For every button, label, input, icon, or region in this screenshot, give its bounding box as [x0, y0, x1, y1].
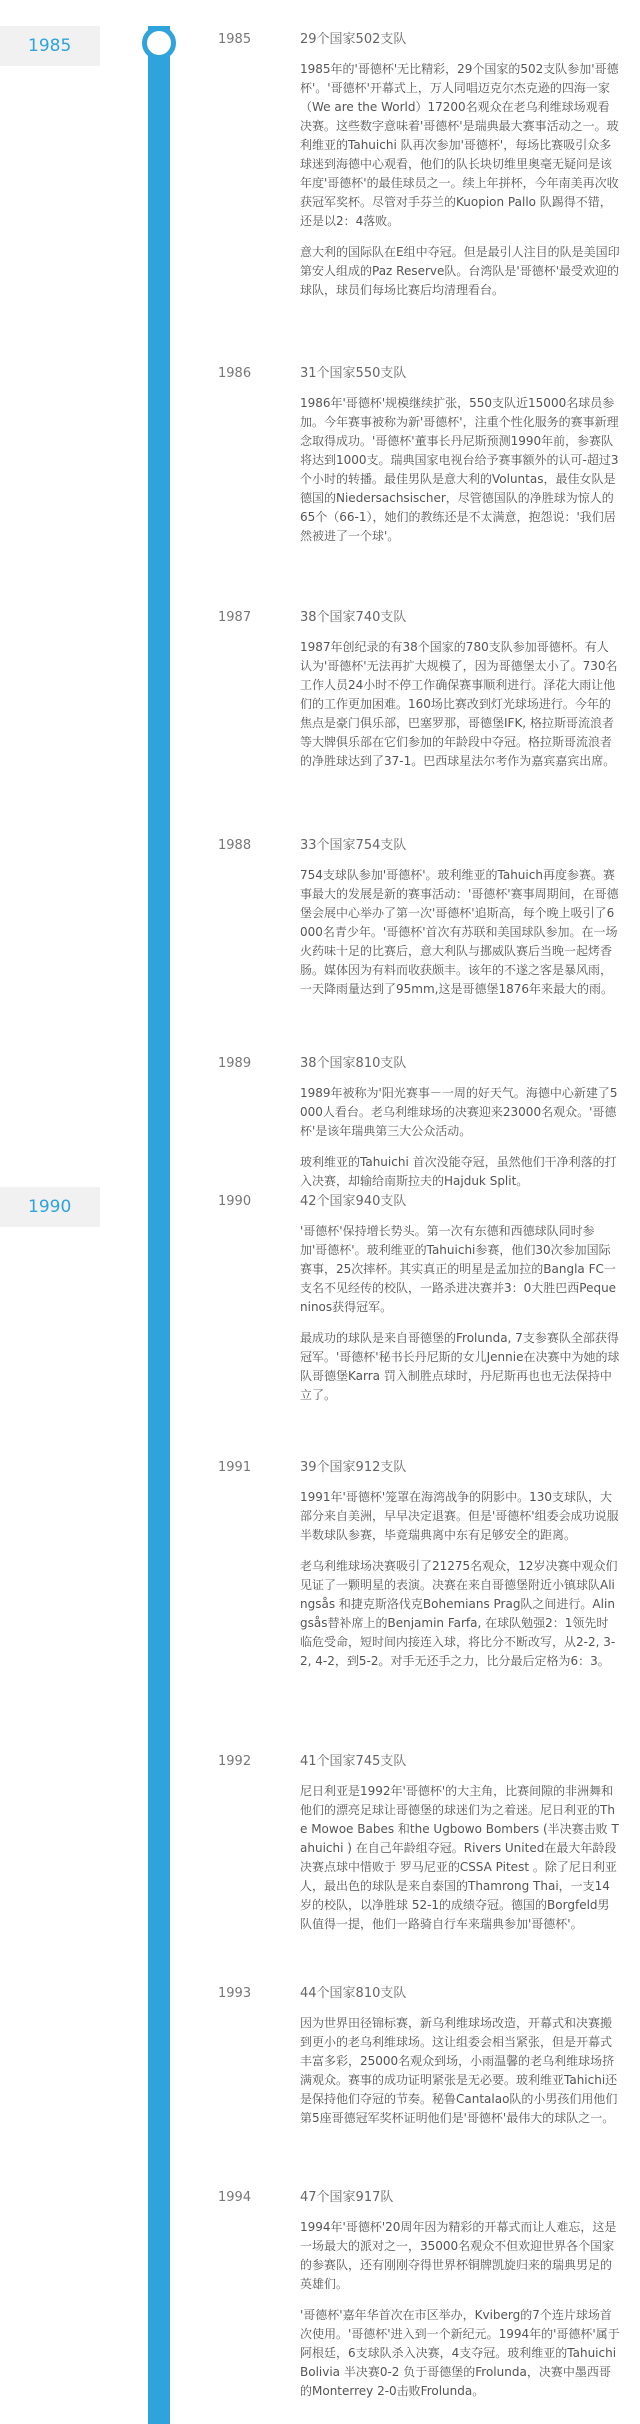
entry-paragraph: 1986年'哥德杯'规模继续扩张，550支队近15000名球员参加。今年赛事被称为新'哥德杯'，注重个性化服务的赛事新理念取得成功。'哥德杯'董事长丹尼斯预测1990年前，参赛队将达到1000支。瑞典国家电视台给予赛事额外的认可-超过3个小时的转播。最佳男队是意大利的Voluntas，最佳女队是德国的Niedersachsischer，尽管德国队的净胜球为惊人的65个（66-1），她们的教练还是不太满意，抱怨说：'我们居然被进了一个球'。	[300, 396, 619, 543]
entry-paragraph: 玻利维亚的Tahuichi 首次没能夺冠，虽然他们干净利落的打入决赛，却输给南斯拉夫的Hajduk Split。	[300, 1155, 617, 1188]
entry-year: 1985	[218, 32, 252, 47]
entry-body	[300, 836, 620, 1011]
entry-year: 1994	[218, 2190, 252, 2205]
entry-title: 38个国家740支队	[300, 610, 407, 625]
entry-body	[300, 608, 620, 783]
decade-tag-1990[interactable]: 1990	[0, 1187, 100, 1227]
entry-title: 31个国家550支队	[300, 366, 407, 381]
entry-body	[300, 1984, 620, 2140]
entry-paragraph: 1994年'哥德杯'20周年因为精彩的开幕式而让人难忘，这是一场最大的派对之一，35000名观众不但欢迎世界各个国家的参赛队，还有刚刚夺得世界杯铜牌凯旋归来的瑞典男足的英雄们。	[300, 2220, 617, 2291]
entry-paragraph: '哥德杯'嘉年华首次在市区举办，Kviberg的7个连片球场首次使用。'哥德杯'进入到一个新纪元。1994年的'哥德杯'属于阿根廷，6支球队杀入决赛，4支夺冠。玻利维亚的Tahuichi Bolivia 半决赛0-2 负于哥德堡的Frolunda，决赛中墨西哥的Monterrey 2-0击败Frolunda。	[300, 2308, 620, 2398]
entry-body	[300, 1458, 620, 1683]
entry-title: 29个国家502支队	[300, 32, 407, 47]
entry-title: 38个国家810支队	[300, 1056, 407, 1071]
entry-paragraph: 1991年'哥德杯'笼罩在海湾战争的阴影中。130支球队，大部分来自美洲，早早决定退赛。但是'哥德杯'组委会成功说服半数球队参赛，毕竟瑞典离中东有足够安全的距离。	[300, 1490, 619, 1542]
timeline-top-circle	[142, 26, 176, 60]
entry-title: 39个国家912支队	[300, 1460, 407, 1475]
entry-body	[300, 30, 620, 312]
entry-paragraph: 最成功的球队是来自哥德堡的Frolunda, 7支参赛队全部获得冠军。'哥德杯'秘书长丹尼斯的女儿Jennie在决赛中为她的球队哥德堡Karra 罚入制胜点球时，丹尼斯再也也无法保持中立了。	[300, 1331, 620, 1402]
entry-year: 1989	[218, 1056, 252, 1071]
timeline-line	[148, 26, 170, 2424]
entry-body	[300, 1192, 620, 1417]
entry-paragraph: 1985年的'哥德杯'无比精彩，29个国家的502支队参加'哥德杯'。'哥德杯'开幕式上，万人同唱迈克尔杰克逊的四海一家（We are the World）17200名观众在老乌利维球场观看决赛。这些数字意味着'哥德杯'是瑞典最大赛事活动之一。玻利维亚的Tahuichi 队再次参加'哥德杯'，每场比赛吸引众多球迷到海德中心观看，他们的队长块切维里奥毫无疑问是该年度'哥德杯'的最佳球员之一。续上年拼杯，今年南美再次收获冠军奖杯。尽管对手芬兰的Kuopion Pallo 队踢得不错，还是以2：4落败。	[300, 62, 619, 228]
entry-year: 1987	[218, 610, 252, 625]
decade-tag-1985[interactable]: 1985	[0, 26, 100, 66]
entry-year: 1986	[218, 366, 252, 381]
entry-year: 1993	[218, 1986, 252, 2001]
entry-paragraph: '哥德杯'保持增长势头。第一次有东德和西德球队同时参加'哥德杯'。玻利维亚的Tahuichi参赛，他们30次参加国际赛事，25次摔杯。其实真正的明星是孟加拉的Bangla FC一支名不见经传的校队，一路杀进决赛并3：0大胜巴西Pequeninos获得冠军。	[300, 1224, 617, 1314]
entry-paragraph: 因为世界田径锦标赛，新乌利维球场改造，开幕式和决赛搬到更小的老乌利维球场。这让组委会相当紧张，但是开幕式丰富多彩，25000名观众到场，小雨温馨的老乌利维球场挤满观众。赛事的成功证明紧张是无必要。玻利维亚Tahichi还是保持他们夺冠的节奏。秘鲁Cantalao队的小男孩们用他们第5座哥德冠军奖杯证明他们是'哥德杯'最伟大的球队之一。	[300, 2016, 618, 2125]
entry-year: 1988	[218, 838, 252, 853]
entry-body	[300, 2188, 620, 2413]
entry-year: 1991	[218, 1460, 252, 1475]
entry-paragraph: 1987年创纪录的有38个国家的780支队参加哥德杯。有人认为'哥德杯'无法再扩大规模了，因为哥德堡太小了。730名工作人员24小时不停工作确保赛事顺利进行。泽花大雨让他们的工作更加困难。160场比赛改到灯光球场进行。今年的焦点是豪门俱乐部，巴塞罗那，哥德堡IFK, 格拉斯哥流浪者等大牌俱乐部在它们参加的年龄段中夺冠。格拉斯哥流浪者的净胜球达到了37-1。巴西球星法尔考作为嘉宾嘉宾出席。	[300, 640, 618, 768]
entry-year: 1990	[218, 1194, 252, 1209]
entry-paragraph: 尼日利亚是1992年'哥德杯'的大主角，比赛间隙的非洲舞和他们的漂亮足球让哥德堡的球迷们为之着迷。尼日利亚的The Mowoe Babes 和the Ugbowo Bombers (半决赛击败 Tahuichi ) 在自己年龄组夺冠。Rivers United在最大年龄段决赛点球中惜败于 罗马尼亚的CSSA Pitest 。除了尼日利亚人，最出色的球队是来自泰国的Thamrong Thai，一支14岁的校队，以净胜球 52-1的成绩夺冠。德国的Borgfeld男队值得一提，他们一路骑自行车来瑞典参加'哥德杯'。	[300, 1784, 619, 1931]
entry-body	[300, 1054, 620, 1203]
entry-title: 47个国家917队	[300, 2190, 394, 2205]
entry-title: 41个国家745支队	[300, 1754, 407, 1769]
entry-body	[300, 1752, 620, 1946]
entry-title: 33个国家754支队	[300, 838, 407, 853]
entry-paragraph: 754支球队参加'哥德杯'。玻利维亚的Tahuich再度参赛。赛事最大的发展是新的赛事活动：'哥德杯'赛事周期间，在哥德堡会展中心举办了第一次'哥德杯'追斯高，每个晚上吸引了6000名青少年。'哥德杯'首次有苏联和美国球队参加。在一场火药味十足的比赛后，意大利队与挪威队赛后当晚一起烤香肠。媒体因为有料而收获颇丰。该年的不遂之客是暴风雨，一天降雨量达到了95mm,这是哥德堡1876年来最大的雨。	[300, 868, 619, 996]
entry-paragraph: 老乌利维球场决赛吸引了21275名观众，12岁决赛中观众们见证了一颗明星的表演。决赛在来自哥德堡附近小镇球队Alingsås 和捷克斯洛伐克Bohemians Prag队之间进行。Alingsås替补席上的Benjamin Farfa, 在球队勉强2：1领先时临危受命，短时间内接连入球，将比分不断改写，从2-2, 3-2, 4-2，到5-2。对手无还手之力，比分最后定格为6：3。	[300, 1559, 618, 1668]
entry-paragraph: 意大利的国际队在E组中夺冠。但是最引人注目的队是美国印第安人组成的Paz Reserve队。台湾队是'哥德杯'最受欢迎的球队，球员们每场比赛后均清理看台。	[300, 245, 620, 297]
entry-title: 42个国家940支队	[300, 1194, 407, 1209]
entry-paragraph: 1989年被称为'阳光赛事－一周的好天气。海德中心新建了5000人看台。老乌利维球场的决赛迎来23000名观众。'哥德杯'是该年瑞典第三大公众活动。	[300, 1086, 618, 1138]
entry-title: 44个国家810支队	[300, 1986, 407, 2001]
entry-year: 1992	[218, 1754, 252, 1769]
entry-body	[300, 364, 620, 558]
